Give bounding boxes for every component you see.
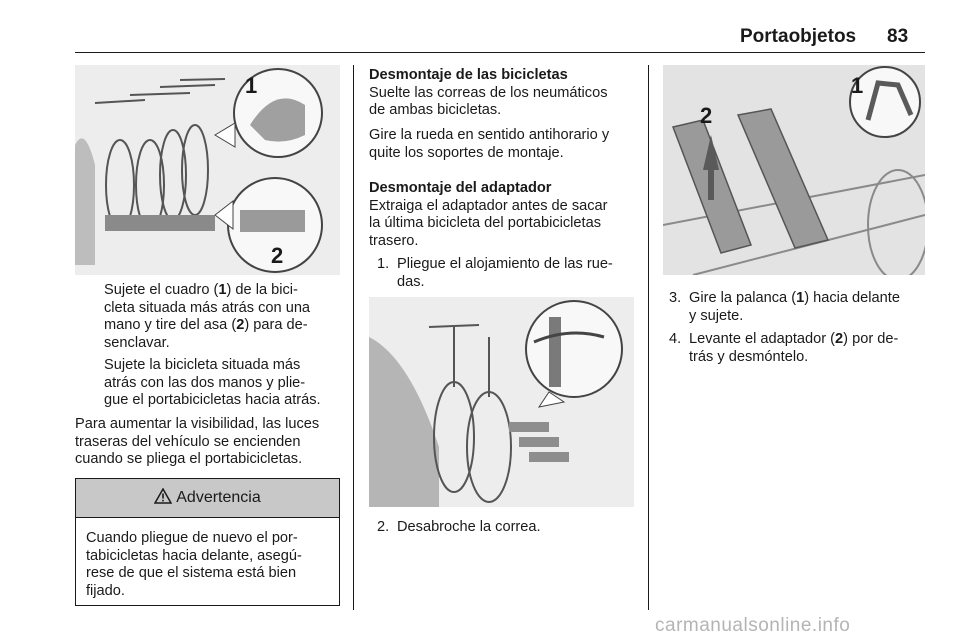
figure-label-2: 2	[700, 103, 713, 128]
text-line: fijado.	[86, 582, 125, 599]
watermark: carmanualsonline.info	[655, 615, 851, 636]
step-release-frame	[104, 282, 344, 352]
text-line: Para aumentar la visibilidad, las luces	[75, 416, 320, 432]
warning-header	[76, 479, 339, 518]
page-header-title: Portaobjetos	[740, 26, 857, 47]
text-line: Sujete el cuadro (1) de la bici-	[104, 282, 298, 298]
text-line: cuando se pliega el portabicicletas.	[75, 451, 303, 468]
column-divider-right	[648, 65, 649, 610]
step-1-fold-wheel-holders	[377, 256, 642, 291]
text-line: trasero.	[369, 232, 419, 249]
text-line: tabicicletas hacia delante, asegú-	[86, 547, 302, 564]
text-line: trás y desmóntelo.	[689, 348, 809, 365]
text-line: 1. Pliegue el alojamiento de las rue-	[377, 256, 613, 272]
text-line: 2. Desabroche la correa.	[377, 519, 541, 535]
text-line: Sujete la bicicleta situada más	[104, 357, 301, 373]
section-heading: Desmontaje de las bicicletas	[369, 67, 568, 83]
warning-body	[76, 518, 339, 600]
warning-box	[75, 478, 340, 606]
text-line: Cuando pliegue de nuevo el por-	[86, 530, 298, 546]
text-line: cleta situada más atrás con una	[104, 299, 311, 316]
text-line: Extraiga el adaptador antes de sacar	[369, 197, 608, 214]
text-line: Suelte las correas de los neumáticos	[369, 84, 608, 101]
section-remove-bikes	[369, 67, 639, 120]
header-rule	[75, 52, 925, 53]
step-3-turn-lever	[669, 290, 929, 325]
step-4-lift-adapter	[669, 331, 929, 366]
warning-title: Advertencia	[176, 489, 261, 506]
text-line: gue el portabicicletas hacia atrás.	[104, 392, 321, 409]
text-line: la última bicicleta del portabicicletas	[369, 215, 601, 232]
figure-bike-rack-release	[75, 65, 340, 275]
step-2-unbuckle-strap	[377, 519, 642, 537]
text-line: rese de que el sistema está bien	[86, 565, 297, 582]
text-line: traseras del vehículo se encienden	[75, 433, 301, 450]
text-line: mano y tire del asa (2) para de-	[104, 317, 308, 334]
para-rotate-wheel	[369, 127, 639, 162]
figure-label-1: 1	[245, 73, 258, 98]
text-line: Gire la rueda en sentido antihorario y	[369, 127, 610, 143]
section-heading: Desmontaje del adaptador	[369, 180, 552, 196]
warning-triangle-icon	[154, 488, 172, 509]
text-line: quite los soportes de montaje.	[369, 144, 564, 161]
text-line: y sujete.	[689, 307, 744, 324]
figure-adapter-lever	[663, 65, 925, 275]
note-visibility	[75, 416, 345, 469]
figure-label-2: 2	[271, 243, 284, 268]
text-line: das.	[397, 273, 425, 290]
step-fold-rack	[104, 357, 349, 410]
text-line: senclavar.	[104, 334, 170, 351]
figure-fold-wheel-holders	[369, 297, 634, 507]
section-remove-adapter	[369, 180, 644, 250]
text-line: 3. Gire la palanca (1) hacia delante	[669, 290, 900, 306]
column-divider-left	[353, 65, 354, 610]
text-line: atrás con las dos manos y plie-	[104, 374, 306, 391]
text-line: 4. Levante el adaptador (2) por de-	[669, 331, 899, 347]
text-line: de ambas bicicletas.	[369, 102, 502, 119]
figure-label-1: 1	[851, 73, 864, 98]
page-number: 83	[887, 26, 909, 47]
